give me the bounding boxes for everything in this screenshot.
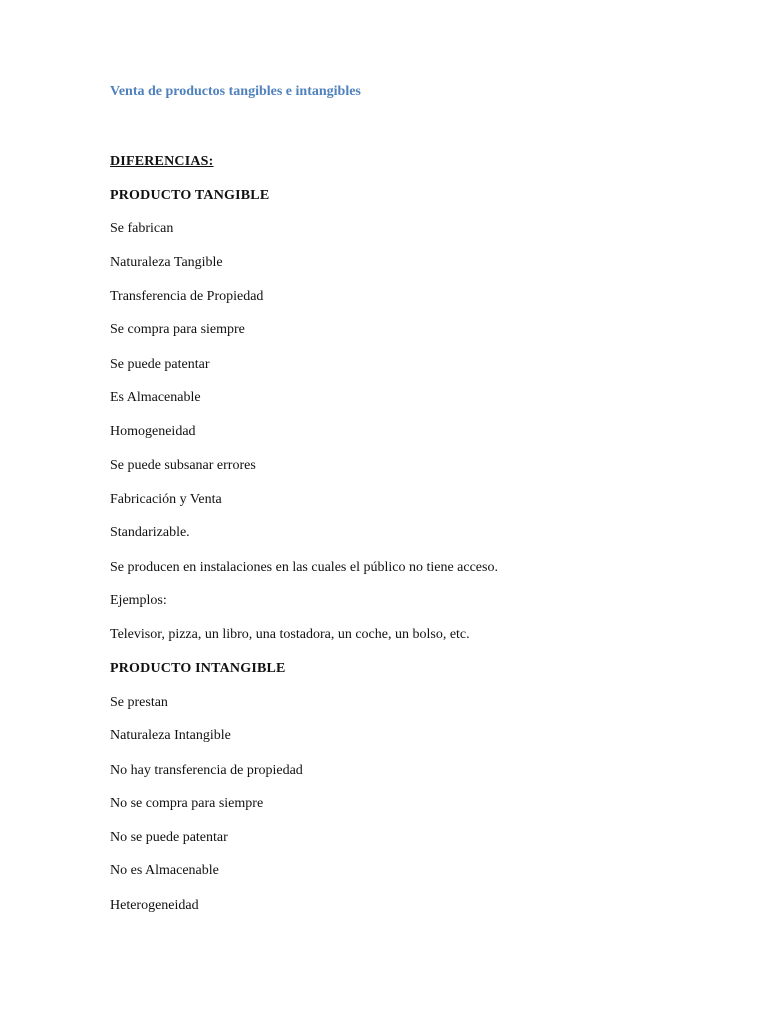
tangible-item: Se producen en instalaciones en las cuales el público no tiene acceso. bbox=[110, 560, 498, 575]
intangible-item: No se compra para siempre bbox=[110, 796, 264, 811]
intangible-item: Naturaleza Intangible bbox=[110, 728, 231, 743]
tangible-item: Se compra para siempre bbox=[110, 322, 245, 337]
intangible-item: No se puede patentar bbox=[110, 830, 228, 845]
tangible-heading: PRODUCTO TANGIBLE bbox=[110, 188, 270, 203]
intangible-item: Se prestan bbox=[110, 695, 168, 710]
tangible-item: Se puede subsanar errores bbox=[110, 458, 256, 473]
tangible-item: Se fabrican bbox=[110, 221, 174, 236]
tangible-item: Se puede patentar bbox=[110, 357, 210, 372]
intangible-heading: PRODUCTO INTANGIBLE bbox=[110, 661, 286, 676]
intangible-item: No es Almacenable bbox=[110, 863, 219, 878]
tangible-item: Es Almacenable bbox=[110, 390, 201, 405]
intangible-item: No hay transferencia de propiedad bbox=[110, 763, 303, 778]
differences-heading: DIFERENCIAS: bbox=[110, 154, 214, 169]
tangible-item: Fabricación y Venta bbox=[110, 492, 222, 507]
tangible-item: Homogeneidad bbox=[110, 424, 196, 439]
tangible-item: Ejemplos: bbox=[110, 593, 167, 608]
tangible-item: Standarizable. bbox=[110, 525, 190, 540]
tangible-examples: Televisor, pizza, un libro, una tostadora, un coche, un bolso, etc. bbox=[110, 627, 470, 642]
document-title: Venta de productos tangibles e intangibles bbox=[110, 84, 361, 99]
intangible-item: Heterogeneidad bbox=[110, 898, 199, 913]
tangible-item: Naturaleza Tangible bbox=[110, 255, 223, 270]
tangible-item: Transferencia de Propiedad bbox=[110, 289, 264, 304]
